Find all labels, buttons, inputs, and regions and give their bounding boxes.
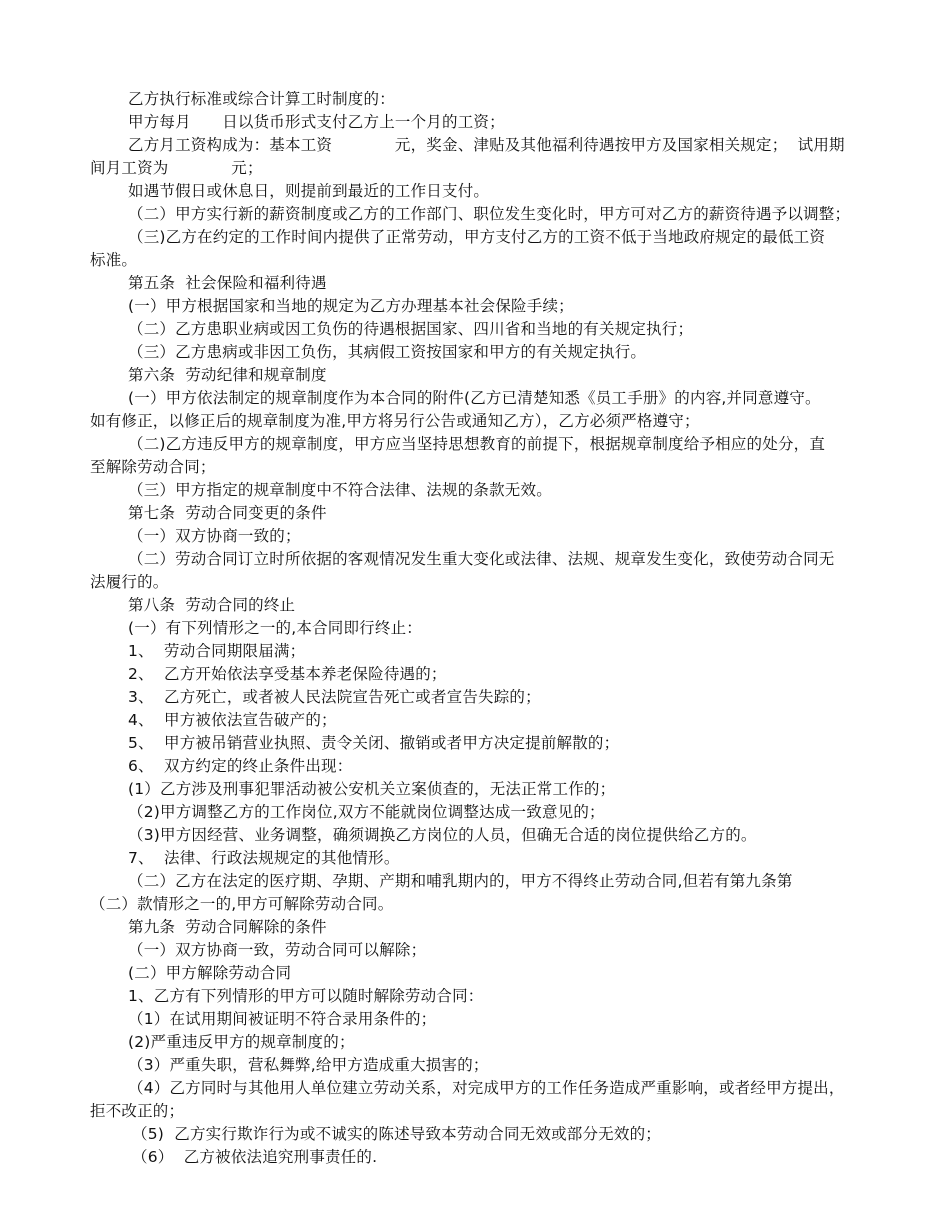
- paragraph-line: 乙方月工资构成为：基本工资 元，奖金、津贴及其他福利待遇按甲方及国家相关规定； 试用期: [128, 136, 845, 154]
- paragraph-line: （二）乙方患职业病或因工负伤的待遇根据国家、四川省和当地的有关规定执行；: [128, 320, 694, 338]
- section-heading: 第五条 社会保险和福利待遇: [128, 274, 327, 292]
- list-item: （6） 乙方被依法追究刑事责任的.: [132, 1148, 378, 1166]
- section-heading: 第七条 劳动合同变更的条件: [128, 504, 327, 522]
- paragraph-line: （二）劳动合同订立时所依据的客观情况发生重大变化或法律、法规、规章发生变化，致使劳动合同无: [128, 550, 835, 568]
- list-item: 4、 甲方被依法宣告破产的；: [128, 711, 337, 729]
- paragraph-line: (一）有下列情形之一的,本合同即行终止：: [128, 619, 422, 637]
- list-item: （3）严重失职，营私舞弊,给甲方造成重大损害的；: [128, 1056, 489, 1074]
- list-item: 5、 甲方被吊销营业执照、责令关闭、撤销或者甲方决定提前解散的；: [128, 734, 620, 752]
- list-item: （2)甲方调整乙方的工作岗位,双方不能就岗位调整达成一致意见的；: [128, 803, 605, 821]
- paragraph-line: （三)乙方在约定的工作时间内提供了正常劳动，甲方支付乙方的工资不低于当地政府规定的最低工资: [128, 228, 826, 246]
- paragraph-line: （一）双方协商一致，劳动合同可以解除；: [128, 941, 427, 959]
- paragraph-line: 如有修正，以修正后的规章制度为准,甲方将另行公告或通知乙方），乙方必须严格遵守；: [90, 412, 700, 430]
- paragraph-line: 法履行的。: [90, 573, 169, 591]
- paragraph-line: （二）款情形之一的,甲方可解除劳动合同。: [90, 895, 394, 913]
- list-item: （5) 乙方实行欺诈行为或不诚实的陈述导致本劳动合同无效或部分无效的；: [132, 1125, 661, 1143]
- section-heading: 第九条 劳动合同解除的条件: [128, 918, 327, 936]
- paragraph-line: (二）甲方解除劳动合同: [128, 964, 292, 982]
- paragraph-line: 如遇节假日或休息日，则提前到最近的工作日支付。: [128, 182, 490, 200]
- list-item: 7、 法律、行政法规规定的其他情形。: [128, 849, 400, 867]
- paragraph-line: (一）甲方根据国家和当地的规定为乙方办理基本社会保险手续；: [128, 297, 574, 315]
- section-heading: 第八条 劳动合同的终止: [128, 596, 296, 614]
- paragraph-line: 标准。: [90, 251, 138, 269]
- paragraph-line: （一）双方协商一致的；: [128, 527, 301, 545]
- list-item: 1、 劳动合同期限届满；: [128, 642, 306, 660]
- paragraph-line: 甲方每月 日以货币形式支付乙方上一个月的工资；: [128, 113, 505, 131]
- paragraph-line: （二)乙方违反甲方的规章制度，甲方应当坚持思想教育的前提下，根据规章制度给予相应的处分，直: [128, 435, 826, 453]
- list-item: 6、 双方约定的终止条件出现：: [128, 757, 353, 775]
- paragraph-line: 乙方执行标准或综合计算工时制度的：: [128, 90, 395, 108]
- list-item: (2)严重违反甲方的规章制度的；: [128, 1033, 355, 1051]
- paragraph-line: 间月工资为 元；: [90, 159, 263, 177]
- list-item: （3)甲方因经营、业务调整，确须调换乙方岗位的人员，但确无合适的岗位提供给乙方的。: [128, 826, 757, 844]
- paragraph-line: 至解除劳动合同；: [90, 458, 216, 476]
- paragraph-line: （二）甲方实行新的薪资制度或乙方的工作部门、职位发生变化时，甲方可对乙方的薪资待遇予以调整；: [128, 205, 851, 223]
- paragraph-line: （二）乙方在法定的医疗期、孕期、产期和哺乳期内的，甲方不得终止劳动合同,但若有第九条第: [128, 872, 793, 890]
- paragraph-line: （三）乙方患病或非因工负伤，其病假工资按国家和甲方的有关规定执行。: [128, 343, 647, 361]
- list-item: (1）乙方涉及刑事犯罪活动被公安机关立案侦查的，无法正常工作的；: [128, 780, 616, 798]
- section-heading: 第六条 劳动纪律和规章制度: [128, 366, 327, 384]
- list-item: 2、 乙方开始依法享受基本养老保险待遇的；: [128, 665, 447, 683]
- paragraph-line: （三）甲方指定的规章制度中不符合法律、法规的条款无效。: [128, 481, 552, 499]
- paragraph-line: 1、乙方有下列情形的甲方可以随时解除劳动合同：: [128, 987, 484, 1005]
- paragraph-line: (一）甲方依法制定的规章制度作为本合同的附件(乙方已清楚知悉《员工手册》的内容,并同意遵守。: [128, 389, 821, 407]
- list-item: （1）在试用期间被证明不符合录用条件的；: [128, 1010, 437, 1028]
- list-item: （4）乙方同时与其他用人单位建立劳动关系，对完成甲方的工作任务造成严重影响，或者经甲方提出，: [128, 1079, 845, 1097]
- list-item: 3、 乙方死亡，或者被人民法院宣告死亡或者宣告失踪的；: [128, 688, 541, 706]
- paragraph-line: 拒不改正的；: [90, 1102, 185, 1120]
